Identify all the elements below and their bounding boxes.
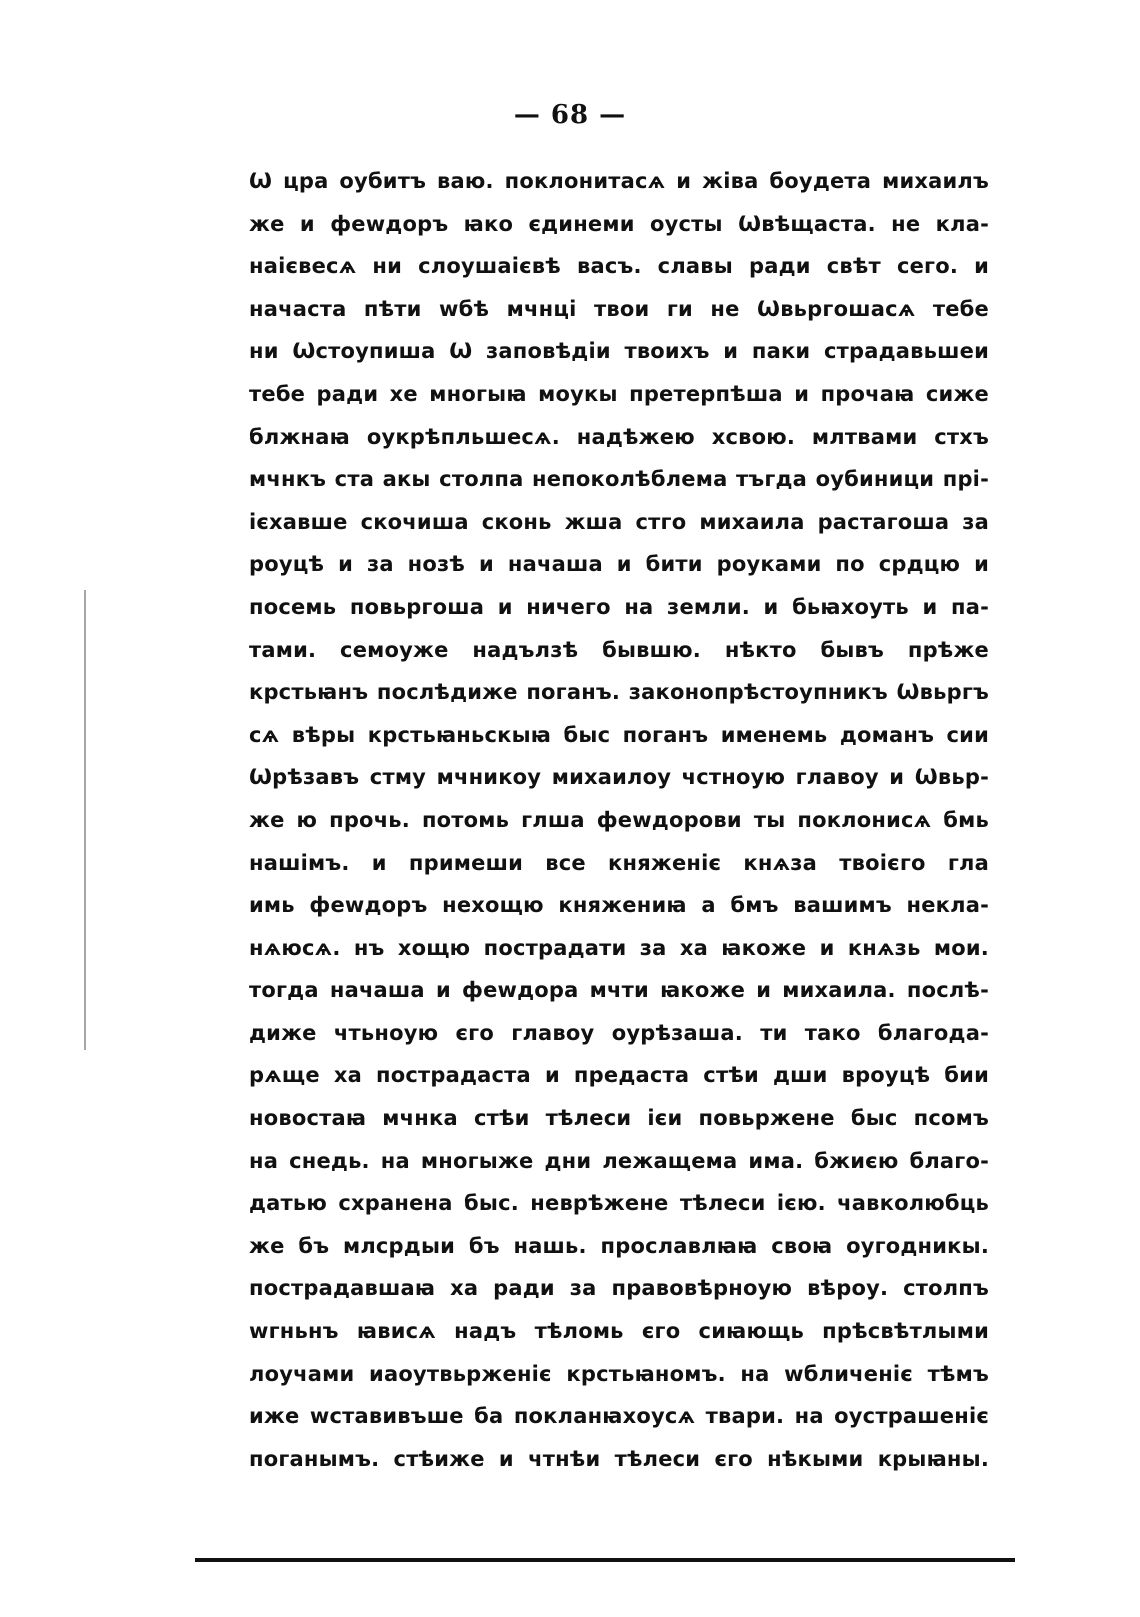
text-line: нашімъ. и примеши все княженіє кнѧза твоієго гла xyxy=(249,850,989,875)
bottom-rule xyxy=(195,1558,1015,1562)
text-line: роуцѣ и за нозѣ и начаша и бити роуками по срдцю и xyxy=(249,552,989,577)
scan-edge-mark xyxy=(84,590,86,1050)
text-line: тогда начаша и феwдора мчти ꙗкоже и михаила. послѣ- xyxy=(249,978,989,1003)
text-line: крстьꙗнъ послѣдиже поганъ. законопрѣстоупникъ Ѡвьргъ xyxy=(249,680,989,705)
text-line: ієхавше скочиша сконь жша стго михаила растагоша за xyxy=(249,509,989,534)
text-line: рѧще ха пострадаста и предаста стѣи дши вроуцѣ бии xyxy=(249,1063,989,1088)
text-line: тами. семоуже надълзѣ бывшю. нѣкто бывъ прѣже xyxy=(249,637,989,662)
text-line: же и феwдоръ ꙗко єдинеми оусты Ѡвѣщаста. не кла- xyxy=(249,211,989,236)
text-line: нѧюсѧ. нъ хощю пострадати за ха ꙗкоже и кнѧзь мои. xyxy=(249,935,989,960)
text-line: Ѡрѣзавъ стму мчникоу михаилоу чстноую главоу и Ѡвьр- xyxy=(249,765,989,790)
text-line: же бъ млсрдыи бъ нашь. прославлꙗꙗ своꙗ оугодникы. xyxy=(249,1233,989,1258)
text-line: wгньнъ ꙗвисѧ надъ тѣломь єго сиꙗющь прѣсвѣтлыми xyxy=(249,1319,989,1344)
text-line: диже чтьноую єго главоу оурѣзаша. ти тако благода- xyxy=(249,1020,989,1045)
text-line: мчнкъ ста акы столпа непоколѣблема тъгда оубиници прі- xyxy=(249,467,989,492)
text-line: иже wставивъше ба покланꙗхоусѧ твари. на оустрашеніє xyxy=(249,1404,989,1429)
text-line: наієвесѧ ни слоушаієвѣ васъ. славы ради свѣт сего. и xyxy=(249,254,989,279)
body-text xyxy=(249,160,989,1480)
text-line: новостаꙗ мчнка стѣи тѣлеси ієи повьржене быс псомъ xyxy=(249,1106,989,1131)
text-line: же ю прочь. потомь глша феwдорови ты поклонисѧ бмь xyxy=(249,807,989,832)
text-line: пострадавшаꙗ ха ради за правовѣрноую вѣроу. столпъ xyxy=(249,1276,989,1301)
page-number: — 68 — xyxy=(513,100,627,130)
text-line: тебе ради хе многыꙗ моукы претерпѣша и прочаꙗ сиже xyxy=(249,381,989,406)
text-line: сѧ вѣры крстьꙗньскыꙗ быс поганъ именемь доманъ сии xyxy=(249,722,989,747)
text-line: на снедь. на многыже дни лежащема има. бжиєю благо- xyxy=(249,1148,989,1173)
text-line: Ѡ цра оубитъ ваю. поклонитасѧ и жіва боудета михаилъ xyxy=(249,169,989,193)
text-line: имь феwдоръ нехощю княжениꙗ а бмъ вашимъ некла- xyxy=(249,893,989,918)
text-line: датью схранена быс. неврѣжене тѣлеси ією. чавколюбць xyxy=(249,1191,989,1216)
text-line: ни Ѡстоупиша Ѡ заповѣдіи твоихъ и паки страдавьшеи xyxy=(249,339,989,364)
text-line: начаста пѣти wбѣ мчнці твои ги не Ѡвьргошасѧ тебе xyxy=(249,296,989,321)
text-line: поганымъ. стѣиже и чтнѣи тѣлеси єго нѣкыми крыꙗны. xyxy=(249,1446,989,1471)
text-line: лоучами иаоутвьрженіє крстьꙗномъ. на wбличеніє тѣмъ xyxy=(249,1361,989,1386)
text-line: посемь повьргоша и ничего на земли. и бьꙗхоуть и па- xyxy=(249,594,989,619)
text-line: блжнаꙗ оукрѣпльшесѧ. надѣжею хсвою. млтвами стхъ xyxy=(249,424,989,449)
